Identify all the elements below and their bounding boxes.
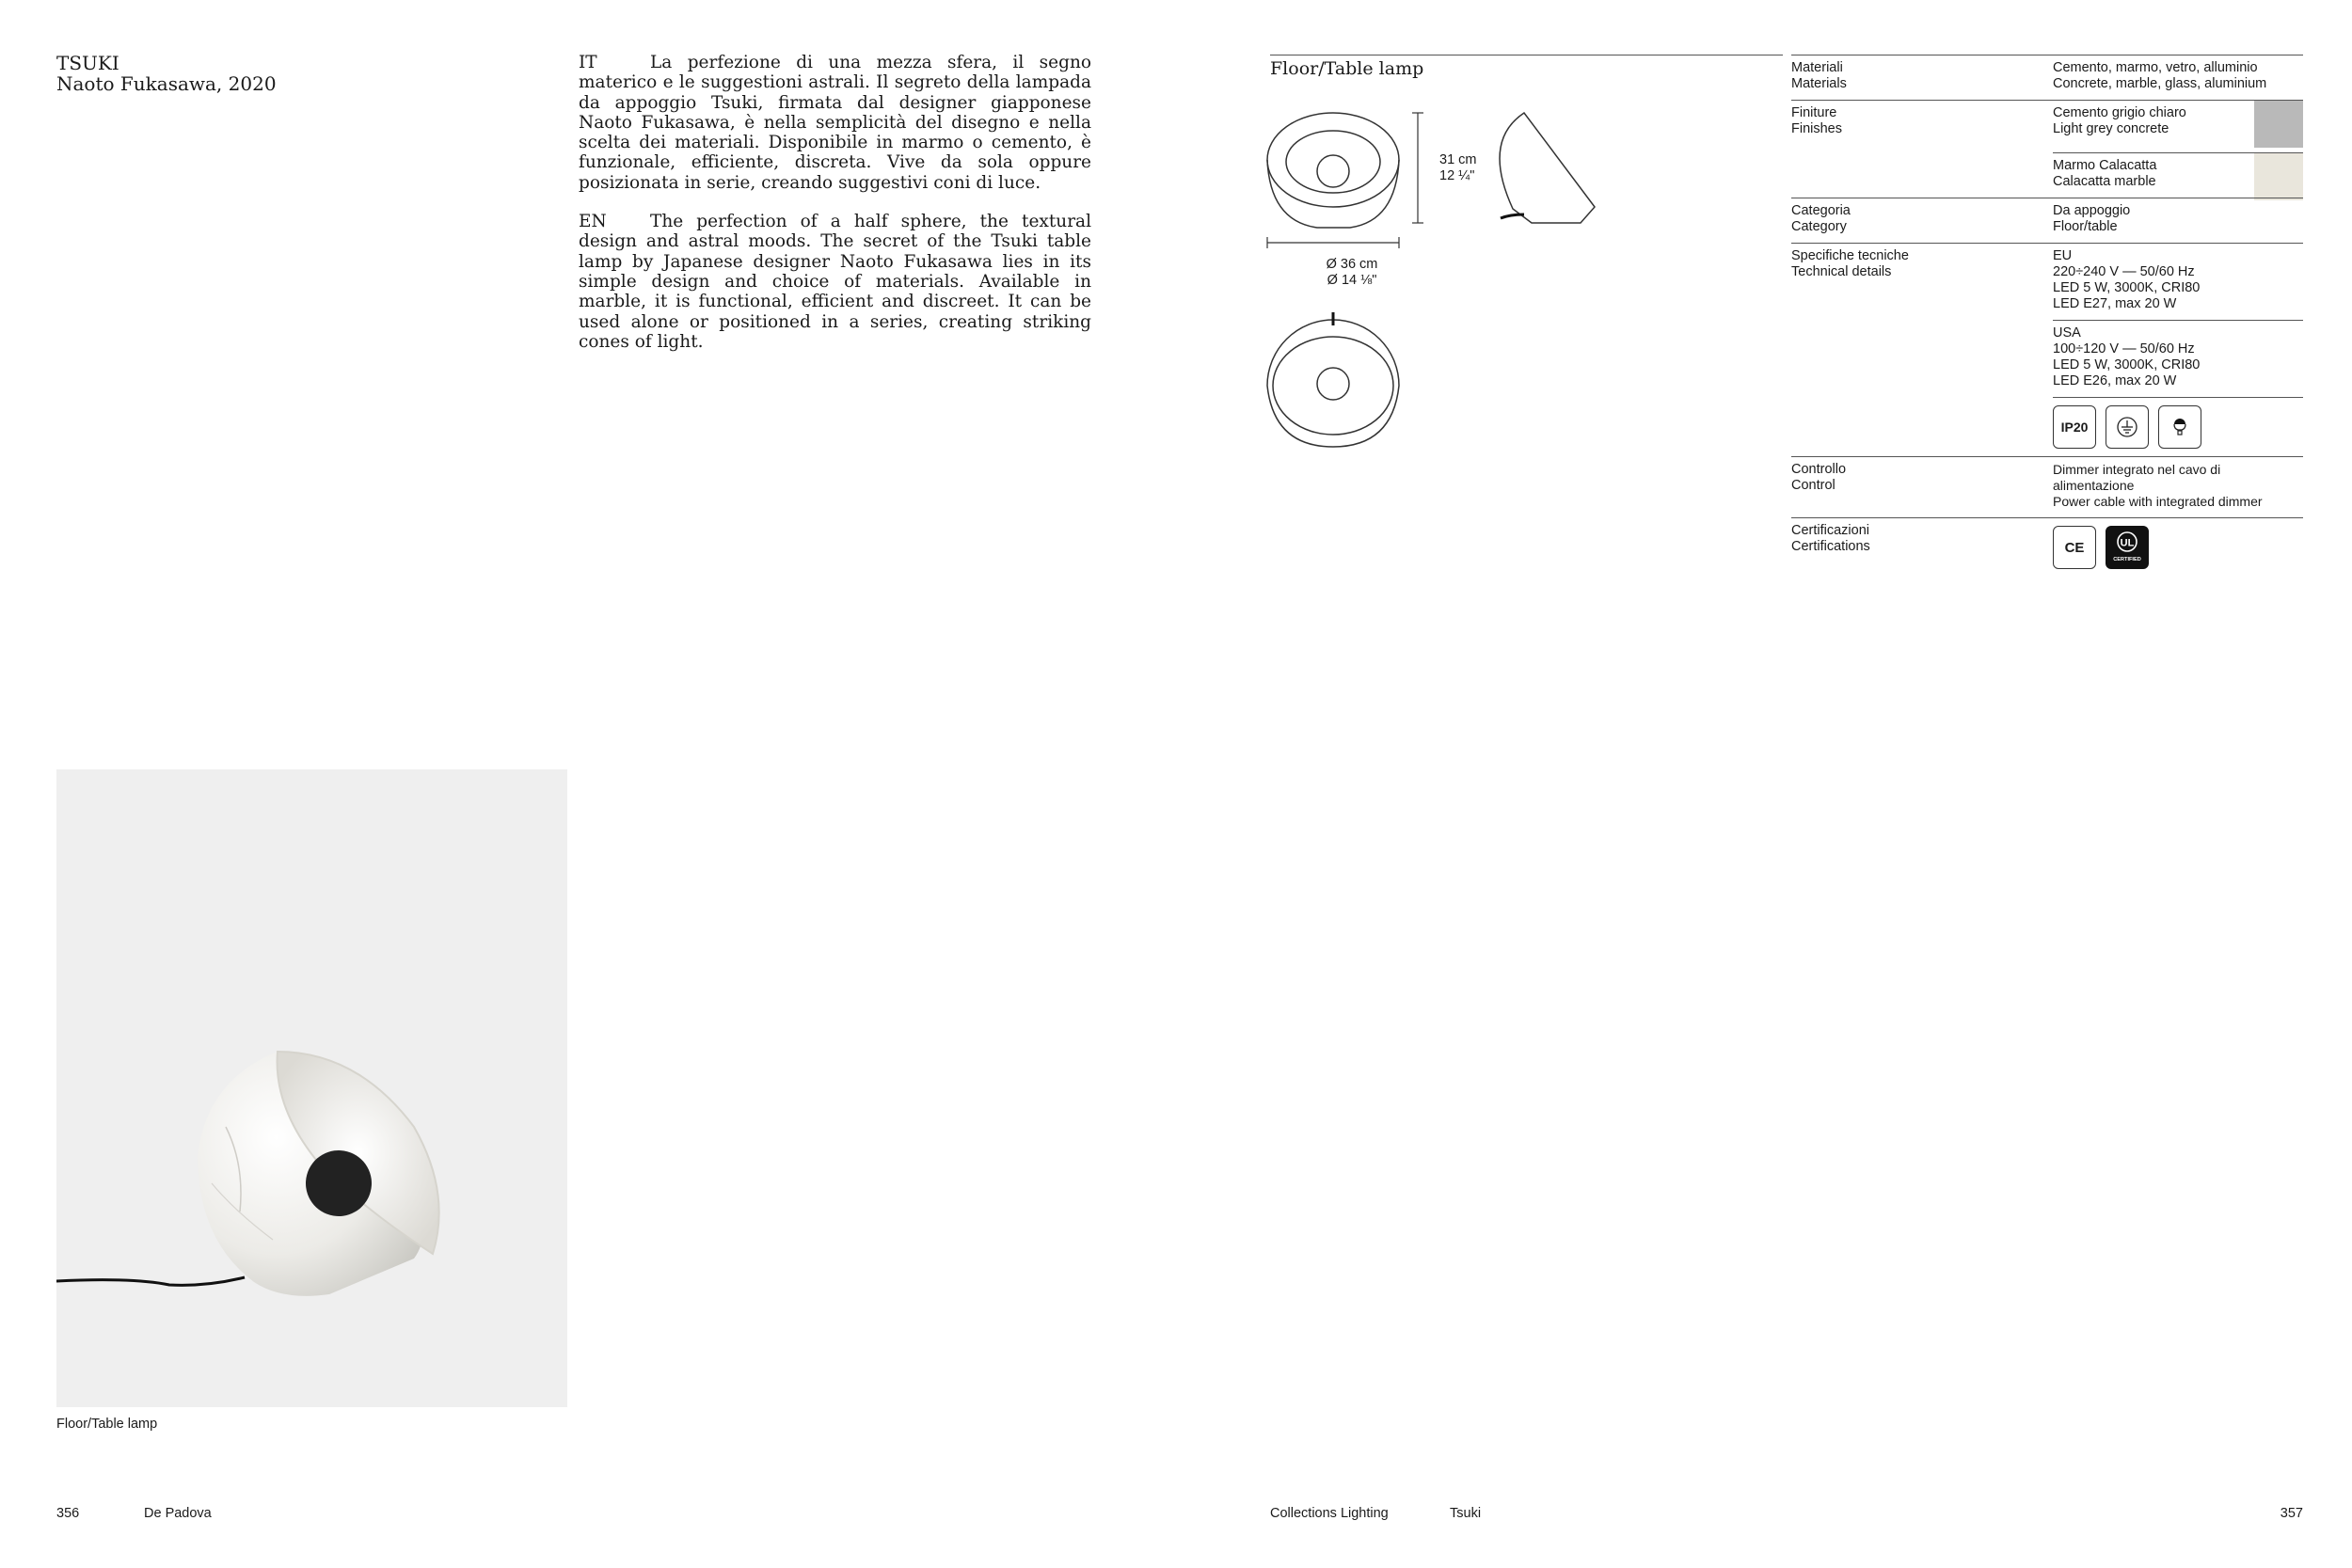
finish-option-marble bbox=[2053, 152, 2303, 198]
eu-line1: 220÷240 V — 50/60 Hz bbox=[2053, 264, 2195, 279]
finish-swatch-concrete bbox=[2254, 101, 2303, 148]
photo-caption: Floor/Table lamp bbox=[56, 1417, 158, 1432]
ip-rating-badge: IP20 bbox=[2053, 405, 2096, 449]
spec-table bbox=[1791, 55, 2303, 577]
usa-line1: 100÷120 V — 50/60 Hz bbox=[2053, 341, 2195, 356]
left-page-number: 356 bbox=[56, 1506, 80, 1521]
control-value-en: Power cable with integrated dimmer bbox=[2053, 494, 2263, 509]
description-block bbox=[579, 53, 1091, 371]
ul-certified-icon bbox=[2106, 526, 2149, 569]
svg-text:UL: UL bbox=[2120, 537, 2135, 549]
front-view-drawing bbox=[1267, 113, 1399, 228]
technical-label-en: Technical details bbox=[1791, 264, 1892, 279]
technical-label-it: Specifiche tecniche bbox=[1791, 248, 1909, 263]
materials-value-en: Concrete, marble, glass, aluminium bbox=[2053, 76, 2267, 91]
finish2-en: Calacatta marble bbox=[2053, 174, 2156, 189]
tech-usa-block bbox=[2053, 320, 2303, 397]
spec-row-materials bbox=[1791, 55, 2303, 100]
product-name-footer: Tsuki bbox=[1450, 1506, 1482, 1521]
category-value-en: Floor/table bbox=[2053, 219, 2118, 234]
designer-credit: Naoto Fukasawa, 2020 bbox=[56, 72, 277, 95]
category-label-it: Categoria bbox=[1791, 203, 1851, 218]
finishes-label-en: Finishes bbox=[1791, 121, 1842, 136]
italian-label: IT bbox=[579, 53, 597, 72]
diameter-label bbox=[1310, 257, 1394, 289]
control-label-it: Controllo bbox=[1791, 462, 1847, 477]
width-dimension bbox=[1267, 237, 1399, 248]
product-title: TSUKI bbox=[56, 52, 119, 74]
spec-row-technical bbox=[1791, 243, 2303, 456]
height-in: 12 ¼" bbox=[1439, 168, 1475, 183]
height-dimension bbox=[1412, 113, 1423, 223]
usa-line3: LED E26, max 20 W bbox=[2053, 373, 2177, 388]
spec-row-control bbox=[1791, 456, 2303, 517]
diameter-in: Ø 14 ⅛" bbox=[1327, 273, 1377, 288]
eu-line2: LED 5 W, 3000K, CRI80 bbox=[2053, 280, 2201, 295]
cert-label-en: Certifications bbox=[1791, 539, 1870, 554]
eu-line3: LED E27, max 20 W bbox=[2053, 296, 2177, 311]
spec-row-certifications bbox=[1791, 517, 2303, 577]
earth-ground-icon bbox=[2106, 405, 2149, 449]
usa-label: USA bbox=[2053, 325, 2081, 341]
section-name: Collections Lighting bbox=[1270, 1506, 1389, 1521]
right-page-number: 357 bbox=[2280, 1506, 2303, 1521]
italian-paragraph bbox=[579, 53, 1091, 193]
height-label bbox=[1439, 152, 1477, 184]
side-view-cable bbox=[1501, 214, 1524, 218]
finish-swatch-marble bbox=[2254, 153, 2303, 200]
product-photo bbox=[56, 769, 567, 1407]
height-cm: 31 cm bbox=[1439, 152, 1477, 167]
diameter-cm: Ø 36 cm bbox=[1326, 257, 1378, 272]
spec-row-category bbox=[1791, 198, 2303, 243]
materials-label-it: Materiali bbox=[1791, 60, 1843, 75]
lamp-cable bbox=[56, 1277, 245, 1285]
control-label-en: Control bbox=[1791, 478, 1836, 493]
ce-mark-icon: CE bbox=[2053, 526, 2096, 569]
spec-row-finishes bbox=[1791, 100, 2303, 198]
english-text: The perfection of a half sphere, the textural design and astral moods. The secret of the Tsuki table lamp by Japanese designer Naoto Fukasawa lies in its simple design and choice of materials. Available in marble, it is functional, efficient and discreet. It can be used alone or positioned in a series, creating striking cones of light. bbox=[579, 212, 1091, 352]
cert-label-it: Certificazioni bbox=[1791, 523, 1869, 538]
tech-eu-block bbox=[2053, 248, 2303, 320]
finish1-en: Light grey concrete bbox=[2053, 121, 2169, 136]
materials-value-it: Cemento, marmo, vetro, alluminio bbox=[2053, 60, 2258, 75]
product-title-block bbox=[56, 53, 277, 94]
english-label: EN bbox=[579, 212, 607, 232]
usa-line2: LED 5 W, 3000K, CRI80 bbox=[2053, 357, 2201, 372]
side-view-drawing bbox=[1500, 113, 1595, 223]
left-brand: De Padova bbox=[144, 1506, 212, 1521]
italian-text: La perfezione di una mezza sfera, il segno materico e le suggestioni astrali. Il segreto della lampada da appoggio Tsuki, firmata dal designer giapponese Naoto Fukasawa, è nella semplicità del disegno e nella scelta dei materiali. Disponibile in marmo o cemento, è funzionale, efficiente, discreta. Vive da sola oppure posizionata in serie, creando suggestivi coni di luce. bbox=[579, 53, 1091, 193]
svg-text:CERTIFIED: CERTIFIED bbox=[2113, 557, 2141, 562]
top-view-drawing bbox=[1267, 320, 1399, 447]
category-label-en: Category bbox=[1791, 219, 1847, 234]
eu-label: EU bbox=[2053, 248, 2073, 263]
finish1-it: Cemento grigio chiaro bbox=[2053, 105, 2186, 120]
materials-label-en: Materials bbox=[1791, 76, 1847, 91]
finishes-label-it: Finiture bbox=[1791, 105, 1837, 120]
category-value-it: Da appoggio bbox=[2053, 203, 2131, 218]
english-paragraph bbox=[579, 212, 1091, 352]
drawing-title: Floor/Table lamp bbox=[1270, 58, 1424, 79]
lamp-illustration bbox=[56, 769, 567, 1407]
finish-option-concrete bbox=[2053, 105, 2303, 152]
finish2-it: Marmo Calacatta bbox=[2053, 158, 2157, 173]
light-bulb-icon bbox=[2158, 405, 2201, 449]
control-value-it: Dimmer integrato nel cavo di alimentazione bbox=[2053, 462, 2221, 493]
tech-icons-row bbox=[2053, 397, 2303, 456]
